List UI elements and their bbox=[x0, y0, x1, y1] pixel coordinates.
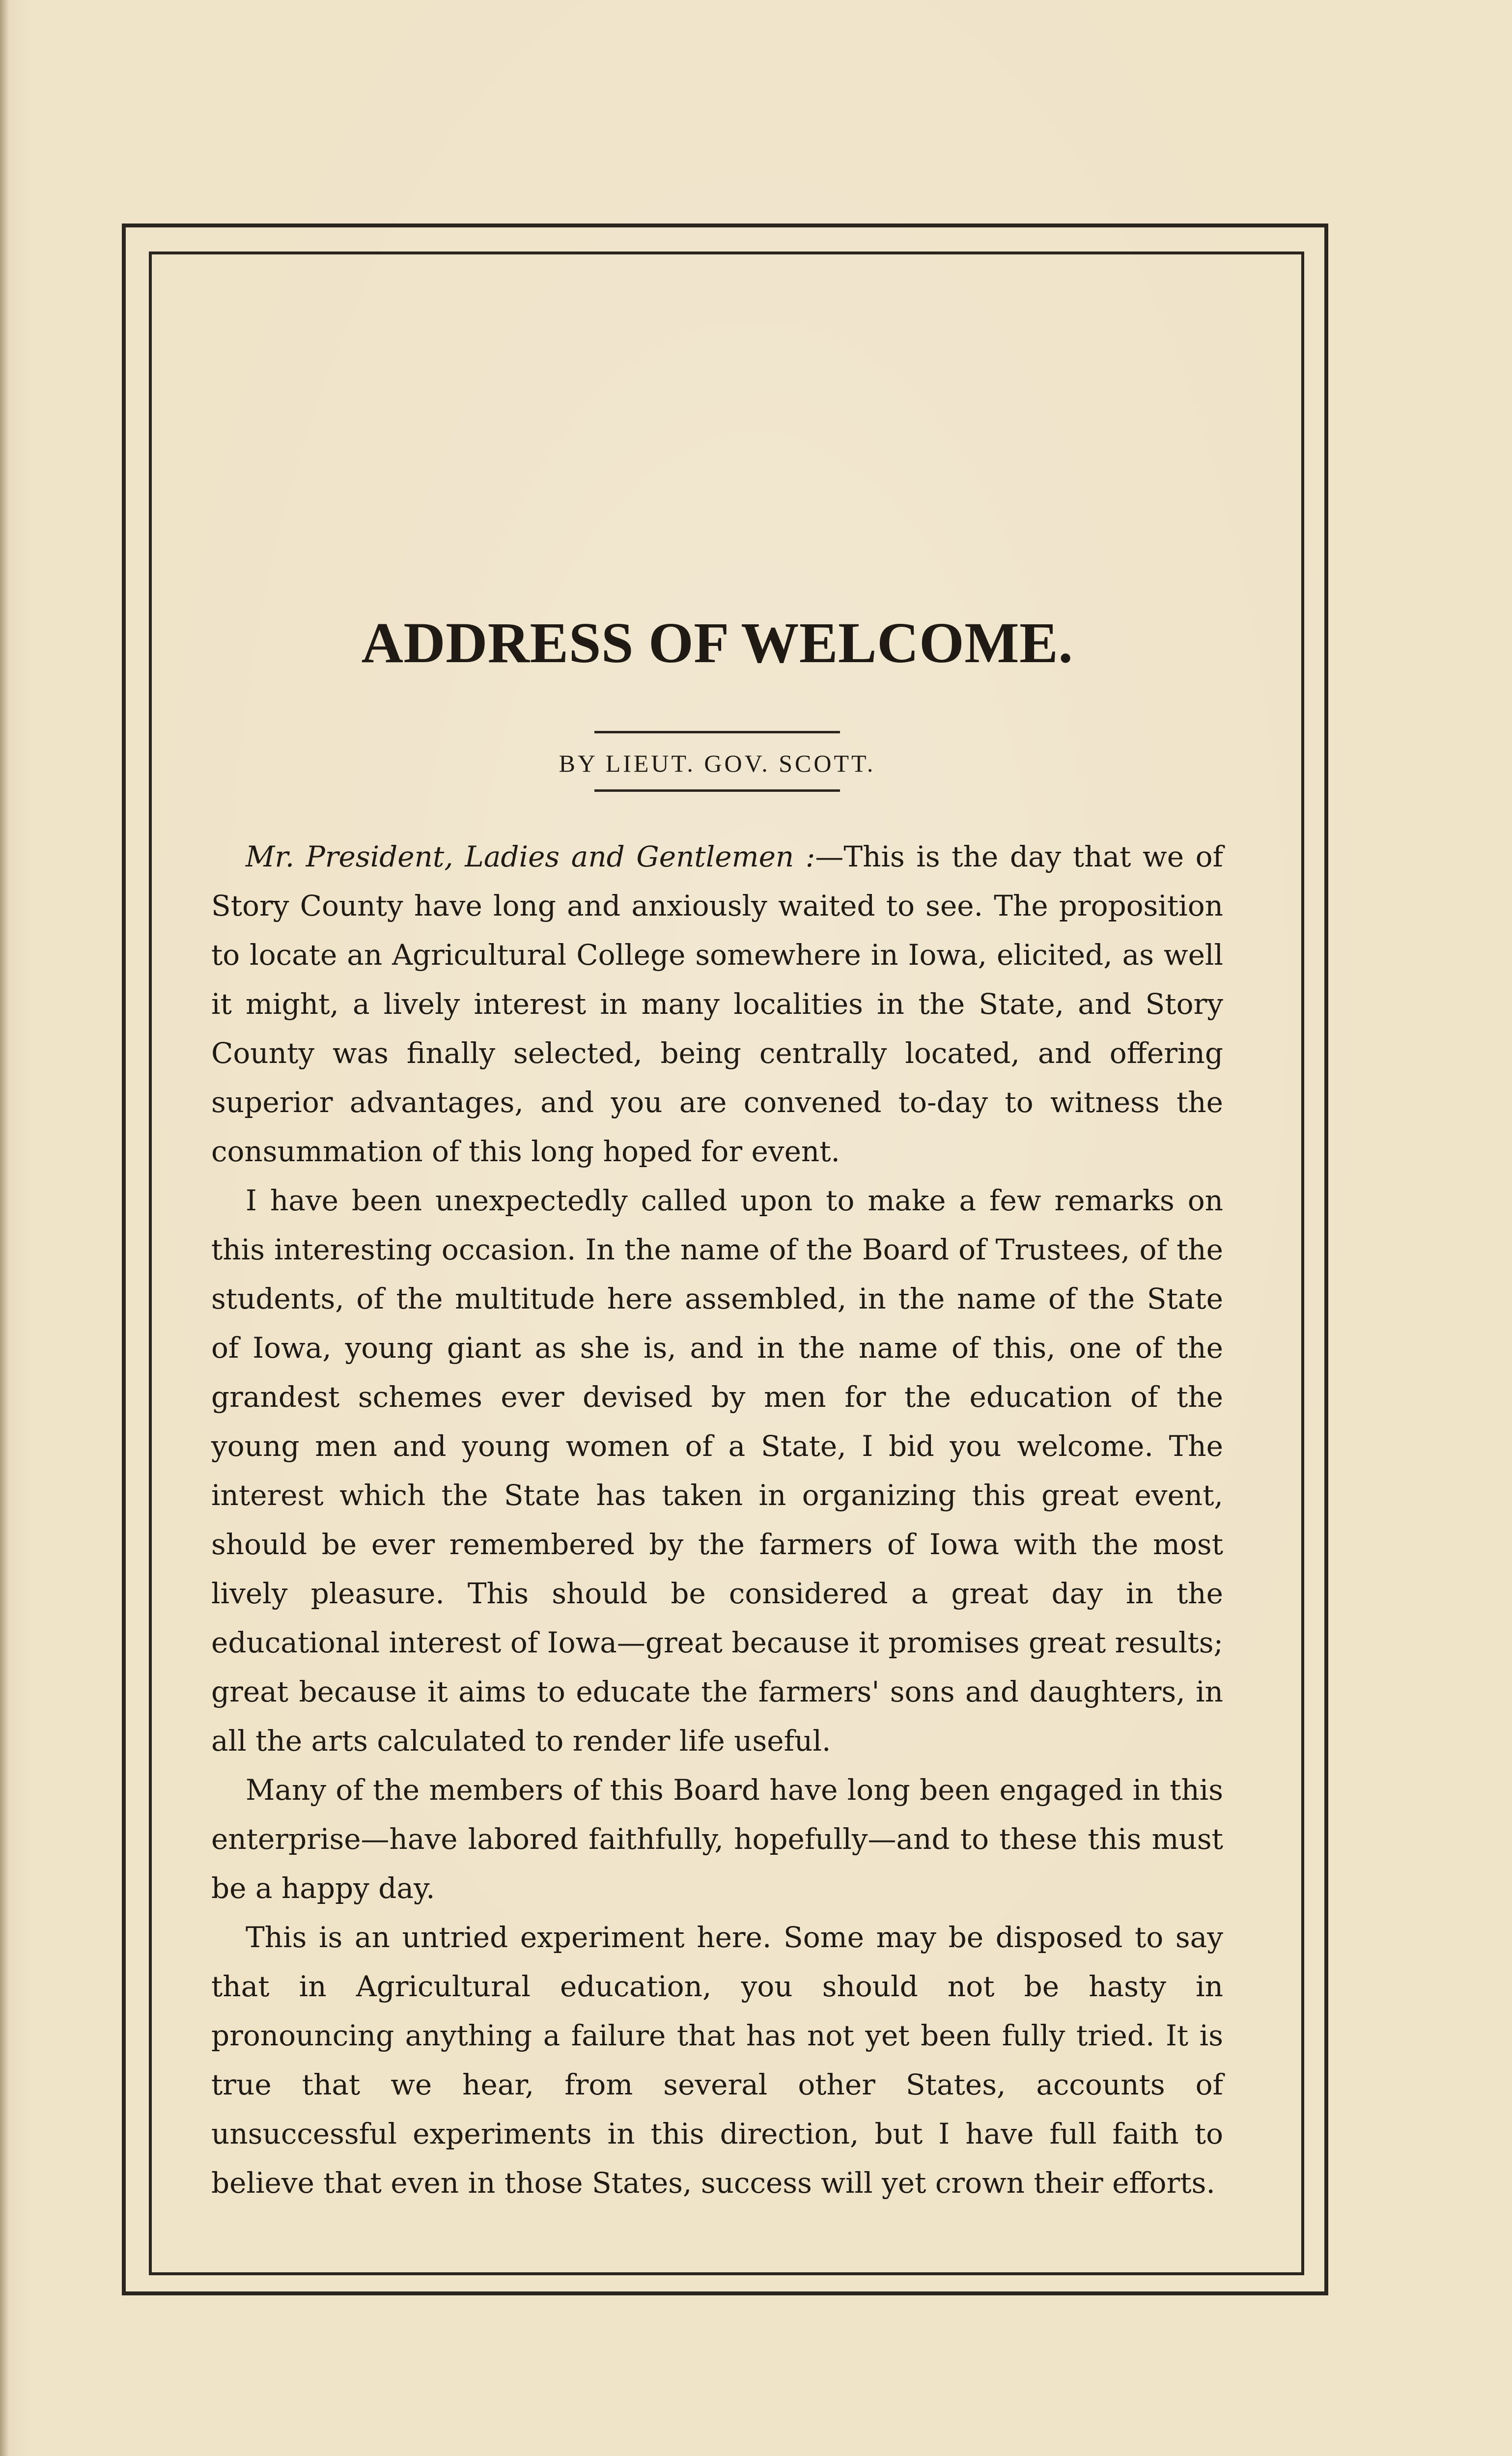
content-area bbox=[211, 611, 1224, 2250]
paragraph-3: Many of the members of this Board have long been engaged in this enterprise—have labored faithfully, hopefully—and to these this must be a happy day. bbox=[211, 1773, 1223, 1905]
byline: BY LIEUT. GOV. SCOTT. bbox=[559, 750, 876, 777]
page-title: ADDRESS OF WELCOME. bbox=[361, 611, 1073, 675]
byline-top-rule bbox=[594, 731, 840, 733]
paragraph-1-text: —This is the day that we of Story County have long and anxiously waited to see. The proposition to locate an Agricultural College somewhere in Iowa, elicited, as well it might, a lively interest in many localities in the State, and Story County was finally selected, being centrally located, and offering superior advantages, and you are convened to-day to witness the consummation of this long hoped for event. bbox=[211, 840, 1224, 1168]
body-text bbox=[211, 832, 1223, 2207]
paragraph-1 bbox=[211, 832, 1223, 1176]
paragraph-2: I have been unexpectedly called upon to make a few remarks on this interesting occasion. In the name of the Board of Trustees, of the students, of the multitude here assembled, in the name of the State of Iowa, young giant as she is, and in the name of this, one of the grandest schemes ever devised by men for the education of the young men and young women of a State, I bid you welcome. The interest which the State has taken in organizing this great event, should be ever remembered by the farmers of Iowa with the most lively pleasure. This should be considered a great day in the educational interest of Iowa—great because it promises great results; great because it aims to educate the farmers' sons and daughters, in all the arts calculated to render life useful. bbox=[211, 1184, 1223, 1758]
paragraph-4: This is an untried experiment here. Some may be disposed to say that in Agricultural education, you should not be hasty in pronouncing anything a failure that has not yet been fully tried. It is true that we hear, from several other States, accounts of unsuccessful experiments in this direction, but I have full faith to believe that even in those States, success will yet crown their efforts. bbox=[211, 1921, 1223, 2200]
salutation: Mr. President, Ladies and Gentlemen : bbox=[246, 840, 815, 873]
page-left-edge-shadow bbox=[0, 0, 9, 2456]
byline-bottom-rule bbox=[594, 789, 840, 792]
